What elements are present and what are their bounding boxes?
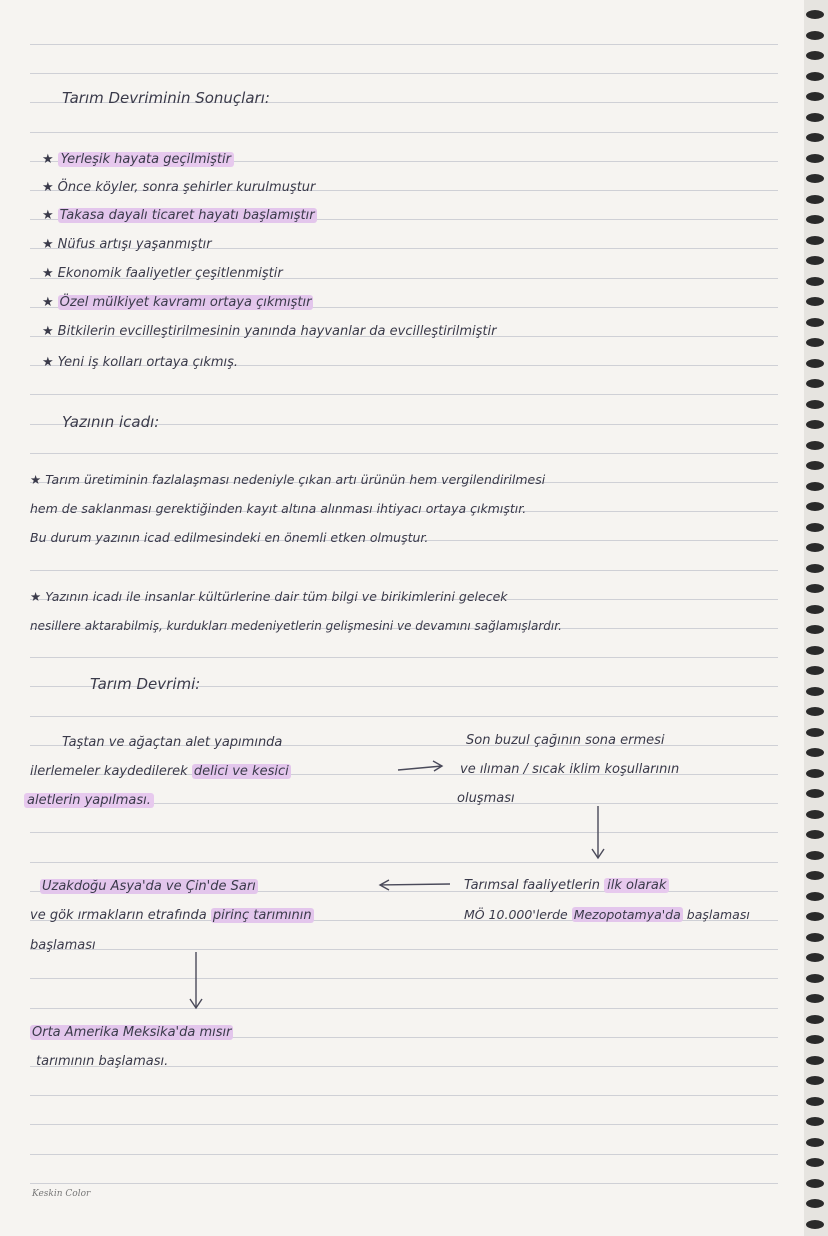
spiral-ring	[806, 1179, 824, 1188]
spiral-ring	[806, 400, 824, 409]
spiral-ring	[806, 748, 824, 757]
spiral-ring	[806, 666, 824, 675]
spiral-ring	[806, 564, 824, 573]
spiral-ring	[806, 174, 824, 183]
spiral-ring	[806, 1220, 824, 1229]
spiral-ring	[806, 1138, 824, 1147]
spiral-ring	[806, 707, 824, 716]
spiral-ring	[806, 359, 824, 368]
spiral-ring	[806, 1015, 824, 1024]
spiral-ring	[806, 584, 824, 593]
spiral-ring	[806, 1158, 824, 1167]
spiral-ring	[806, 625, 824, 634]
spiral-binding	[804, 0, 828, 1236]
spiral-ring	[806, 543, 824, 552]
spiral-ring	[806, 953, 824, 962]
spiral-ring	[806, 256, 824, 265]
brand-logo: Keskin Color	[32, 1189, 91, 1199]
flow-left-top-line3: aletlerin yapılması.	[24, 792, 154, 810]
spiral-ring	[806, 113, 824, 122]
spiral-ring	[806, 338, 824, 347]
flow-right-mid-line2: MÖ 10.000'lerde Mezopotamya'da başlaması	[464, 907, 750, 922]
result-item-6: ★ Özel mülkiyet kavramı ortaya çıkmıştır	[42, 295, 312, 310]
spiral-ring	[806, 441, 824, 450]
flow-left-top-line2: ilerlemeler kaydedilerek delici ve kesici	[30, 764, 289, 779]
result-item-5: ★ Ekonomik faaliyetler çeşitlenmiştir	[42, 266, 283, 281]
spiral-ring	[806, 1097, 824, 1106]
flow-right-top-line2: ve ılıman / sıcak iklim koşullarının	[460, 762, 680, 777]
spiral-ring	[806, 379, 824, 388]
revolution-heading: Tarım Devrimi:	[90, 675, 201, 693]
writing-p2-line2: nesillere aktarabilmiş, kurdukları medeniyetlerin gelişmesini ve devamını sağlamışlardır.	[30, 619, 562, 633]
spiral-ring	[806, 92, 824, 101]
spiral-ring	[806, 974, 824, 983]
flow-right-mid-line1: Tarımsal faaliyetlerin ilk olarak	[464, 877, 669, 895]
spiral-ring	[806, 51, 824, 60]
spiral-ring	[806, 912, 824, 921]
spiral-ring	[806, 72, 824, 81]
spiral-ring	[806, 215, 824, 224]
flow-bottom-line1: Orta Amerika Meksika'da mısır	[32, 1025, 232, 1040]
spiral-ring	[806, 830, 824, 839]
spiral-ring	[806, 810, 824, 819]
spiral-ring	[806, 1035, 824, 1044]
arrow-down-icon	[592, 806, 604, 858]
arrow-right-icon	[398, 761, 442, 771]
spiral-ring	[806, 1199, 824, 1208]
spiral-ring	[806, 892, 824, 901]
spiral-ring	[806, 31, 824, 40]
spiral-ring	[806, 236, 824, 245]
spiral-ring	[806, 687, 824, 696]
spiral-ring	[806, 1117, 824, 1126]
flow-bottom-line2: tarımının başlaması.	[36, 1054, 169, 1069]
spiral-ring	[806, 646, 824, 655]
spiral-ring	[806, 769, 824, 778]
flow-left-mid-line3: başlaması	[30, 938, 96, 953]
spiral-ring	[806, 502, 824, 511]
spiral-ring	[806, 789, 824, 798]
flow-left-mid-line2: ve gök ırmakların etrafında pirinç tarımının	[30, 908, 312, 923]
spiral-ring	[806, 482, 824, 491]
spiral-ring	[806, 728, 824, 737]
writing-p2-line1: ★ Yazının icadı ile insanlar kültürlerine dair tüm bilgi ve birikimlerini gelecek	[30, 589, 508, 604]
spiral-ring	[806, 318, 824, 327]
flow-right-top-line1: Son buzul çağının sona ermesi	[466, 733, 665, 748]
result-item-1: ★ Yerleşik hayata geçilmiştir	[42, 151, 234, 169]
spiral-ring	[806, 195, 824, 204]
result-item-7: ★ Bitkilerin evcilleştirilmesinin yanında hayvanlar da evcilleştirilmiştir	[42, 324, 497, 339]
writing-heading: Yazının icadı:	[62, 413, 160, 431]
spiral-ring	[806, 523, 824, 532]
writing-p1-line1: ★ Tarım üretiminin fazlalaşması nedeniyle çıkan artı ürünün hem vergilendirilmesi	[30, 472, 546, 487]
arrow-left-icon	[380, 880, 450, 890]
result-item-3: ★ Takasa dayalı ticaret hayatı başlamıştır	[42, 208, 315, 223]
result-item-4: ★ Nüfus artışı yaşanmıştır	[42, 237, 212, 252]
spiral-ring	[806, 154, 824, 163]
spiral-ring	[806, 133, 824, 142]
result-item-2: ★ Önce köyler, sonra şehirler kurulmuştur	[42, 180, 316, 195]
spiral-ring	[806, 933, 824, 942]
writing-p1-line2: hem de saklanması gerektiğinden kayıt altına alınması ihtiyacı ortaya çıkmıştır.	[30, 501, 527, 516]
spiral-ring	[806, 871, 824, 880]
spiral-ring	[806, 461, 824, 470]
spiral-ring	[806, 10, 824, 19]
spiral-ring	[806, 994, 824, 1003]
spiral-ring	[806, 605, 824, 614]
flow-right-top-line3: oluşması	[457, 791, 515, 806]
result-item-8: ★ Yeni iş kolları ortaya çıkmış.	[42, 355, 239, 370]
writing-p1-line3: Bu durum yazının icad edilmesindeki en önemli etken olmuştur.	[30, 530, 429, 545]
spiral-ring	[806, 277, 824, 286]
flow-left-top-line1: Taştan ve ağaçtan alet yapımında	[62, 735, 283, 750]
flow-left-mid-line1: Uzakdoğu Asya'da ve Çin'de Sarı	[42, 879, 256, 894]
spiral-ring	[806, 420, 824, 429]
spiral-ring	[806, 1076, 824, 1085]
arrow-down-icon	[190, 952, 202, 1008]
spiral-ring	[806, 1056, 824, 1065]
results-heading: Tarım Devriminin Sonuçları:	[62, 89, 270, 107]
spiral-ring	[806, 297, 824, 306]
spiral-ring	[806, 851, 824, 860]
